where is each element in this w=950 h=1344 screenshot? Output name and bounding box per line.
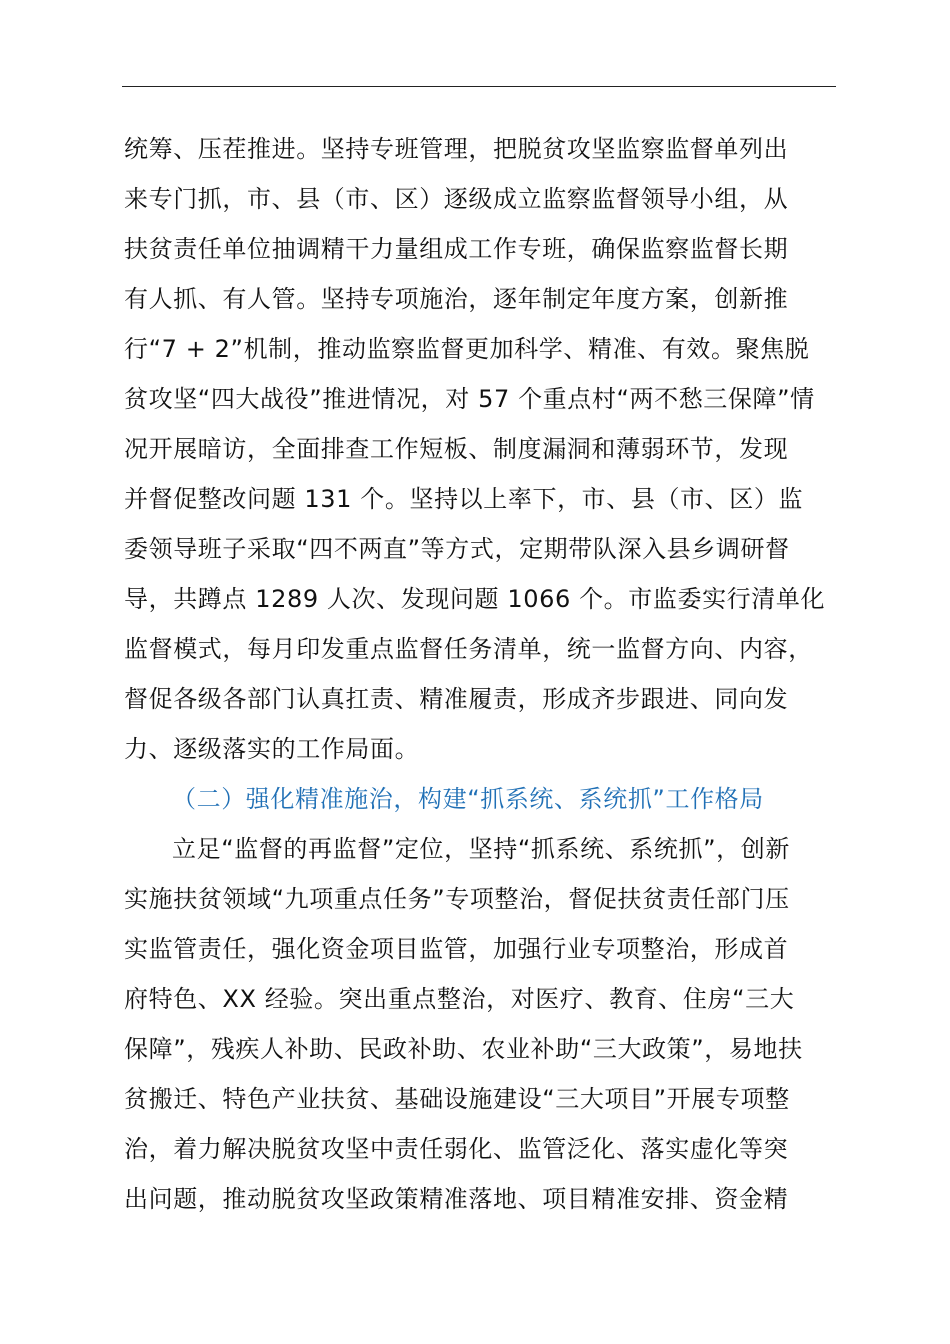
text-line: 府特色、XX 经验。突出重点整治，对医疗、教育、住房“三大: [124, 985, 795, 1013]
body-text: [124, 124, 838, 1224]
text-line: 贫攻坚“四大战役”推进情况，对 57 个重点村“两不愁三保障”情: [124, 385, 815, 413]
paragraph-2: [124, 824, 838, 1224]
text-line: 实监管责任，强化资金项目监管，加强行业专项整治，形成首: [124, 935, 789, 963]
section-heading: （二）强化精准施治，构建“抓系统、系统抓”工作格局: [172, 785, 764, 813]
paragraph-1: [124, 124, 838, 774]
text-line: 有人抓、有人管。坚持专项施治，逐年制定年度方案，创新推: [124, 285, 789, 313]
text-line: 出问题，推动脱贫攻坚政策精准落地、项目精准安排、资金精: [124, 1185, 789, 1213]
text-line: 导，共蹲点 1289 人次、发现问题 1066 个。市监委实行清单化: [124, 585, 826, 613]
text-line: 实施扶贫领域“九项重点任务”专项整治，督促扶贫责任部门压: [124, 885, 790, 913]
text-line: 行“7 + 2”机制，推动监察监督更加科学、精准、有效。聚焦脱: [124, 335, 810, 363]
text-line: 督促各级各部门认真扛责、精准履责，形成齐步跟进、同向发: [124, 685, 789, 713]
text-line: 监督模式，每月印发重点监督任务清单，统一监督方向、内容，: [124, 635, 813, 663]
text-line: 立足“监督的再监督”定位，坚持“抓系统、系统抓”，创新: [172, 835, 790, 863]
text-line: 统筹、压茬推进。坚持专班管理，把脱贫攻坚监察监督单列出: [124, 135, 789, 163]
text-line: 并督促整改问题 131 个。坚持以上率下，市、县（市、区）监: [124, 485, 804, 513]
text-line: 况开展暗访，全面排查工作短板、制度漏洞和薄弱环节，发现: [124, 435, 789, 463]
text-line: 委领导班子采取“四不两直”等方式，定期带队深入县乡调研督: [124, 535, 790, 563]
text-line: 贫搬迁、特色产业扶贫、基础设施建设“三大项目”开展专项整: [124, 1085, 790, 1113]
header-rule: [122, 86, 836, 87]
text-line: 治，着力解决脱贫攻坚中责任弱化、监管泛化、落实虚化等突: [124, 1135, 789, 1163]
text-line: 力、逐级落实的工作局面。: [124, 735, 420, 763]
text-line: 来专门抓，市、县（市、区）逐级成立监察监督领导小组，从: [124, 185, 789, 213]
text-line: 保障”，残疾人补助、民政补助、农业补助“三大政策”，易地扶: [124, 1035, 803, 1063]
text-line: 扶贫责任单位抽调精干力量组成工作专班，确保监察监督长期: [124, 235, 789, 263]
